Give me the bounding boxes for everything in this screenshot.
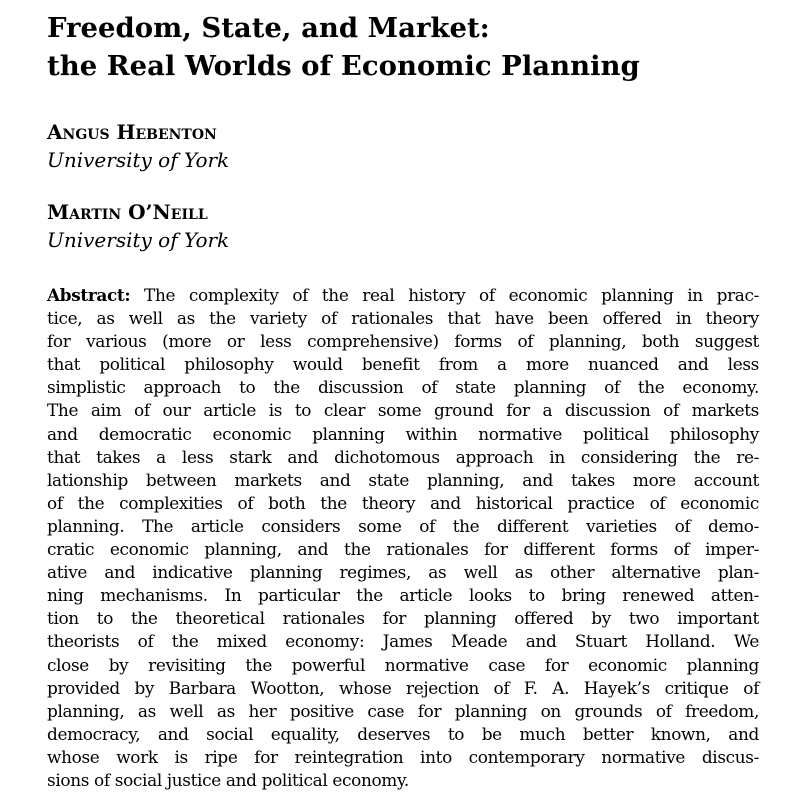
abstract-line: The aim of our article is to clear some ground for a discussion of markets: [47, 400, 759, 421]
abstract-line: whose work is ripe for reintegration into contemporary normative discus-: [47, 746, 759, 767]
abstract-line: lationship between markets and state planning, and takes more account: [47, 469, 759, 490]
abstract-line: for various (more or less comprehensive) forms of planning, both suggest: [47, 331, 759, 352]
author-affiliation: University of York: [47, 228, 230, 252]
author-block: [47, 198, 229, 254]
abstract-line: simplistic approach to the discussion of state planning of the economy.: [47, 377, 759, 398]
abstract-line: theorists of the mixed economy: James Meade and Stuart Holland. We: [47, 631, 759, 652]
abstract-line: and democratic economic planning within normative political philosophy: [47, 423, 759, 444]
abstract-line: sions of social justice and political economy.: [47, 769, 409, 790]
abstract-line: provided by Barbara Wootton, whose rejection of F. A. Hayek’s critique of: [47, 677, 759, 698]
abstract-line: democracy, and social equality, deserves to be much better known, and: [47, 723, 759, 744]
abstract-line: tice, as well as the variety of rationales that have been offered in theory: [47, 308, 759, 329]
author-name: Martin O’Neill: [47, 200, 208, 224]
abstract-line: tion to the theoretical rationales for planning offered by two important: [47, 608, 759, 629]
title-line-1: Freedom, State, and Market:: [47, 12, 490, 44]
paper-title: [47, 0, 759, 85]
abstract-line: planning. The article considers some of the different varieties of demo-: [47, 515, 759, 536]
abstract-label: Abstract:: [47, 285, 131, 305]
abstract-line: planning, as well as her positive case for planning on grounds of freedom,: [47, 700, 759, 721]
author-block: [47, 118, 229, 174]
abstract-line: ative and indicative planning regimes, as well as other alternative plan-: [47, 562, 759, 583]
paper-page: [47, 0, 759, 790]
author-name: Angus Hebenton: [47, 120, 217, 144]
abstract: [47, 284, 759, 792]
abstract-line: that takes a less stark and dichotomous approach in considering the re-: [47, 446, 759, 467]
title-line-2: the Real Worlds of Economic Planning: [47, 50, 640, 82]
abstract-line: ning mechanisms. In particular the article looks to bring renewed atten-: [47, 585, 759, 606]
abstract-line: Abstract: The complexity of the real history of economic planning in prac-: [47, 285, 759, 305]
abstract-line: of the complexities of both the theory and historical practice of economic: [47, 492, 759, 513]
abstract-line: cratic economic planning, and the rationales for different forms of imper-: [47, 539, 759, 560]
abstract-line: that political philosophy would benefit from a more nuanced and less: [47, 354, 759, 375]
abstract-line: close by revisiting the powerful normative case for economic planning: [47, 654, 759, 675]
author-affiliation: University of York: [47, 148, 230, 172]
